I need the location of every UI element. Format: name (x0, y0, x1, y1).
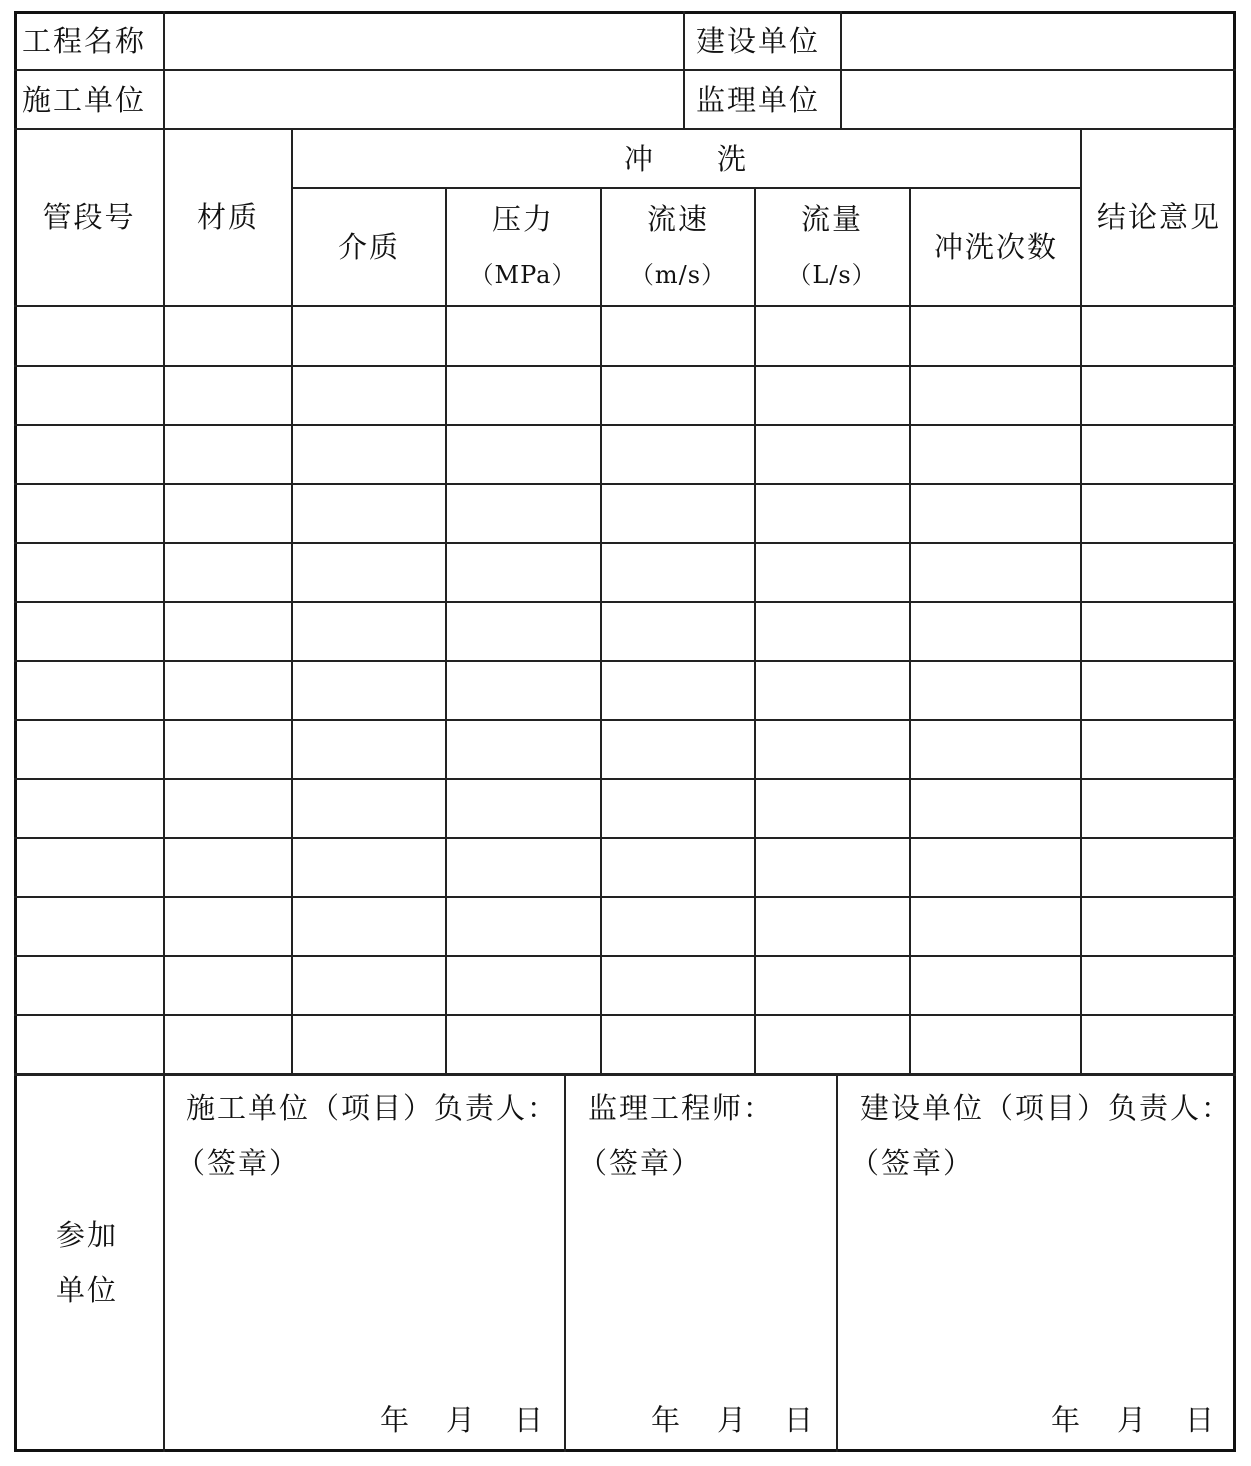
divider (291, 187, 1081, 189)
divider (14, 542, 1236, 544)
col-flow-header: 流量 (800, 202, 864, 236)
participants-label-line2: 单位 (56, 1273, 119, 1307)
day-label: 日 (1185, 1403, 1217, 1437)
divider (14, 365, 1236, 367)
divider (14, 660, 1236, 662)
contractor-head-label: 施工单位（项目）负责人： (186, 1091, 559, 1125)
owner-seal-label: （签章） (850, 1146, 975, 1180)
year-label: 年 (1051, 1403, 1083, 1437)
col-segment-header: 管段号 (42, 200, 136, 234)
construction-owner-field[interactable] (852, 24, 1222, 58)
divider (14, 1014, 1236, 1016)
divider (1080, 128, 1082, 1075)
col-pressure-unit: （MPa） (469, 261, 577, 289)
divider (14, 1073, 1236, 1076)
contractor-field[interactable] (175, 83, 675, 117)
contractor-seal-label: （签章） (176, 1146, 301, 1180)
owner-head-label: 建设单位（项目）负责人： (860, 1091, 1233, 1125)
col-pressure-header: 压力 (491, 202, 555, 236)
col-velocity-unit: （m/s） (629, 261, 727, 289)
project-name-label: 工程名称 (22, 24, 147, 58)
col-times-header: 冲洗次数 (933, 230, 1059, 264)
divider (14, 128, 1236, 130)
divider (14, 719, 1236, 721)
col-flow-unit: （L/s） (787, 261, 877, 289)
divider (14, 601, 1236, 603)
divider (840, 11, 842, 129)
divider (14, 483, 1236, 485)
divider (291, 128, 293, 1075)
year-label: 年 (380, 1403, 412, 1437)
divider (600, 188, 602, 1075)
divider (445, 188, 447, 1075)
day-label: 日 (514, 1403, 546, 1437)
divider (14, 424, 1236, 426)
divider (754, 188, 756, 1075)
supervisor-label: 监理单位 (696, 83, 821, 117)
col-conclusion-header: 结论意见 (1096, 200, 1222, 234)
contractor-label: 施工单位 (22, 83, 147, 117)
supervisor-field[interactable] (852, 83, 1222, 117)
col-velocity-header: 流速 (646, 202, 710, 236)
project-name-field[interactable] (175, 24, 675, 58)
divider (14, 305, 1236, 307)
divider (14, 778, 1236, 780)
col-medium-header: 介质 (337, 230, 401, 264)
supervisor-seal-label: （签章） (578, 1146, 703, 1180)
participants-label-line1: 参加 (56, 1218, 119, 1252)
divider (14, 837, 1236, 839)
year-label: 年 (651, 1403, 683, 1437)
divider (163, 11, 165, 1452)
day-label: 日 (784, 1403, 816, 1437)
flushing-group-header: 冲 洗 (623, 142, 749, 176)
supervisor-engineer-label: 监理工程师： (588, 1091, 775, 1125)
month-label: 月 (446, 1403, 478, 1437)
divider (564, 1074, 566, 1452)
divider (14, 955, 1236, 957)
divider (14, 69, 1236, 71)
divider (909, 188, 911, 1075)
month-label: 月 (717, 1403, 749, 1437)
col-material-header: 材质 (196, 200, 260, 234)
month-label: 月 (1117, 1403, 1149, 1437)
divider (836, 1074, 838, 1452)
divider (683, 11, 685, 129)
divider (14, 896, 1236, 898)
construction-owner-label: 建设单位 (696, 24, 821, 58)
